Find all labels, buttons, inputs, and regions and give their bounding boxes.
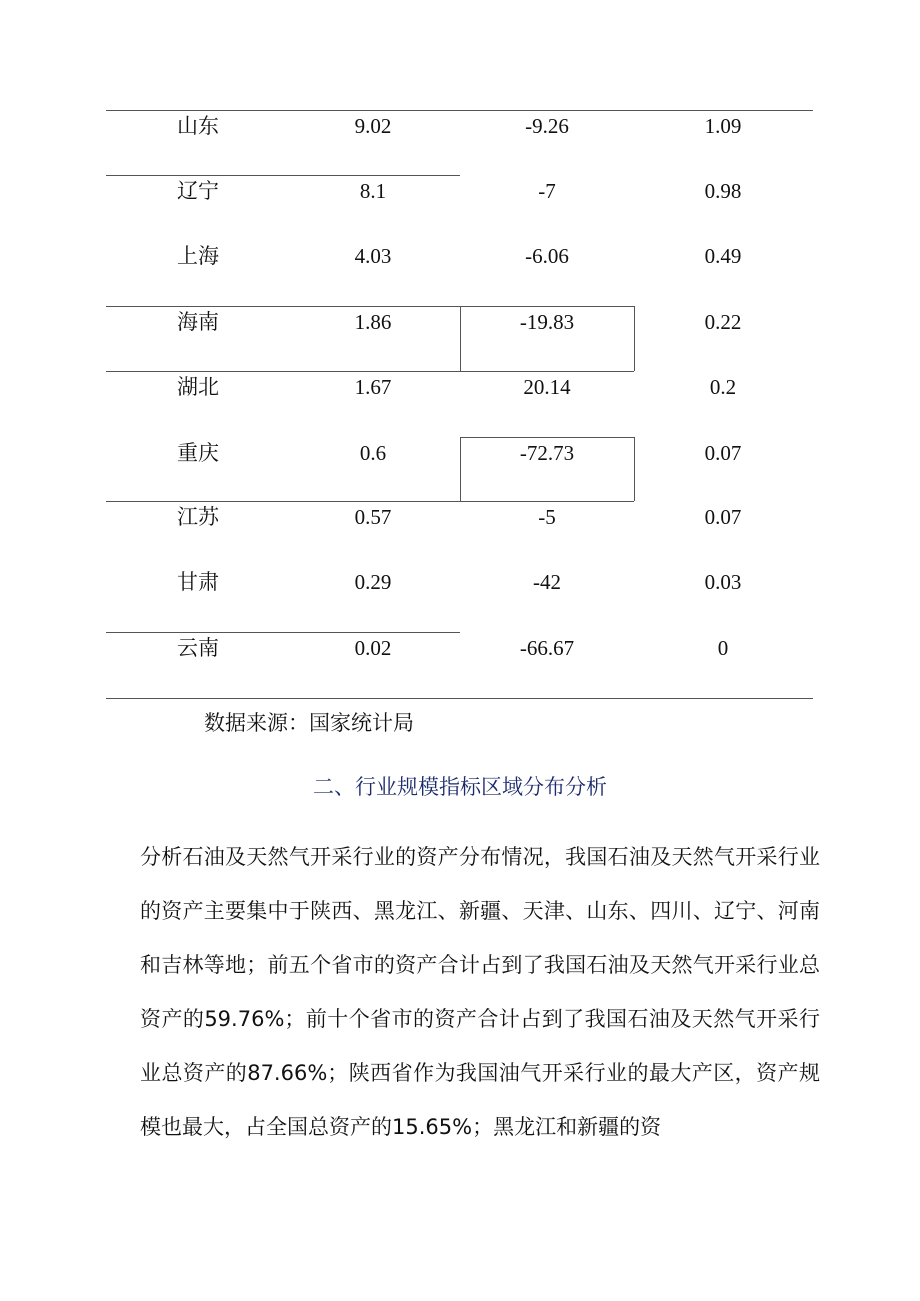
table-cell-region: 湖北 <box>177 375 219 399</box>
table-cell: 1.09 <box>704 114 742 138</box>
table-cell: 1.86 <box>354 310 392 334</box>
table-cell: 0.07 <box>704 505 742 529</box>
table-cell: 8.1 <box>359 179 387 203</box>
table-cell: 0.22 <box>704 310 742 334</box>
table-cell: 0.02 <box>354 636 392 660</box>
table-cell-region: 上海 <box>177 244 219 268</box>
table-cell: -72.73 <box>519 441 575 465</box>
table-rule <box>106 632 460 633</box>
table-cell: 0.29 <box>354 570 392 594</box>
table-cell: 0.03 <box>704 570 742 594</box>
table-top-rule <box>106 110 813 111</box>
table-cell: 0.07 <box>704 441 742 465</box>
table-cell: 0.98 <box>704 179 742 203</box>
table-rule <box>460 437 634 438</box>
table-cell-region: 重庆 <box>177 441 219 465</box>
table-rule <box>106 306 634 307</box>
table-cell: -6.06 <box>525 244 569 268</box>
table-cell: 1.67 <box>354 375 392 399</box>
section-heading: 二、行业规模指标区域分布分析 <box>313 775 607 799</box>
table-cell: -7 <box>538 179 556 203</box>
table-cell: -9.26 <box>525 114 569 138</box>
table-cell: 9.02 <box>354 114 392 138</box>
table-cell: 0.2 <box>709 375 737 399</box>
table-cell: -66.67 <box>519 636 575 660</box>
table-rule <box>106 371 634 372</box>
table-cell-region: 云南 <box>177 636 219 660</box>
table-vline <box>634 306 635 371</box>
table-cell-region: 甘肃 <box>177 570 219 594</box>
table-cell: 0.6 <box>359 441 387 465</box>
table-cell: 20.14 <box>523 375 571 399</box>
table-cell-region: 江苏 <box>177 505 219 529</box>
body-paragraph: 分析石油及天然气开采行业的资产分布情况，我国石油及天然气开采行业的资产主要集中于陕西、黑龙江、新疆、天津、山东、四川、辽宁、河南和吉林等地；前五个省市的资产合计占到了我国石油及天然气开采行业总资产的59.76%；前十个省市的资产合计占到了我国石油及天然气开采行业总资产的87.66%；陕西省作为我国油气开采行业的最大产区，资产规模也最大，占全国总资产的15.65%；黑龙江和新疆的资 <box>140 845 820 1139</box>
table-cell: 0.49 <box>704 244 742 268</box>
table-cell: 0.57 <box>354 505 392 529</box>
table-rule <box>106 501 634 502</box>
table-cell-region: 辽宁 <box>177 179 219 203</box>
table-vline <box>460 437 461 501</box>
data-source-note: 数据来源：国家统计局 <box>204 711 414 735</box>
table-cell: -42 <box>533 570 561 594</box>
table-cell: 4.03 <box>354 244 392 268</box>
table-bottom-rule <box>106 698 813 699</box>
table-cell: -5 <box>538 505 556 529</box>
table-cell: 0 <box>717 636 729 660</box>
table-vline <box>460 306 461 371</box>
table-vline <box>634 437 635 501</box>
table-cell-region: 山东 <box>177 114 219 138</box>
table-rule <box>106 175 460 176</box>
table-cell: -19.83 <box>519 310 575 334</box>
table-cell-region: 海南 <box>177 310 219 334</box>
